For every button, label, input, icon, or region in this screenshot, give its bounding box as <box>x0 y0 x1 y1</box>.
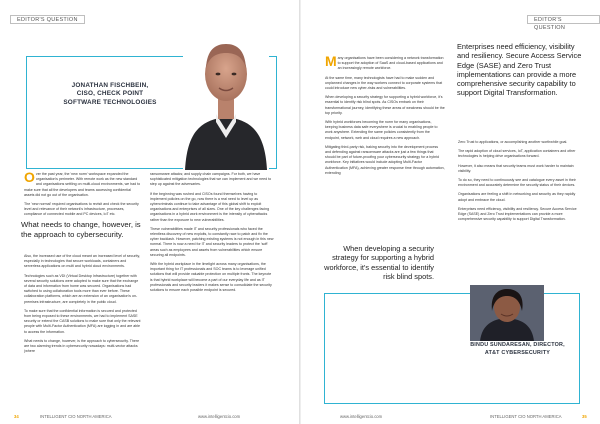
paragraph: What needs to change, however, is the approach to cybersecurity. There are two alarming trends in cybersecurity nowadays: multi-vector attacks (where <box>24 338 140 354</box>
drop-cap: O <box>24 169 35 185</box>
article-column-2 <box>458 140 582 226</box>
paragraph: Zero Trust to applications, or accomplishing another worthwhile goal. <box>458 140 568 144</box>
article-column-1 <box>24 169 142 222</box>
paragraph: Enterprises need efficiency, visibility and resiliency. Secure Access Service Edge (SASE) and Zero Trust implementations can provide a more comprehensive security capability to support Digital Transformation. <box>458 206 577 222</box>
pull-quote: When developing a security strategy for supporting a hybrid workforce, it's essential to identify risk blind spots. <box>320 242 438 285</box>
paragraph: The rapid adoption of cloud services, IoT, application containers and other technologies is helping drive organisations forward. <box>458 149 576 159</box>
article-column-1-continued <box>24 254 142 358</box>
website-url: www.intelligentcio.com <box>198 414 241 419</box>
paragraph: The 'new normal' required organisations to revisit and check the security level and relevance of their network's infrastructure, processes, compliance of connected mobile and PC devices, IoT etc. <box>24 202 139 217</box>
footer <box>0 406 600 424</box>
byline-name: BINDU SUNDARESAN, DIRECTOR, <box>470 342 565 348</box>
paragraph: Also, the increased use of the cloud meant an increased level of security, especially in technologies that secure workloads, containers and serverless applications on multi and hybrid cloud environments. <box>24 254 140 269</box>
paragraph: Many organisations have been considering a network transformation to support the adoption of SaaS and cloud-based applications and an increasingly remote workforce. <box>325 53 444 71</box>
page-number: 35 <box>582 414 587 419</box>
paragraph: However, it also means that security teams must work harder to maintain visibility. <box>458 163 574 173</box>
website-url: www.intelligentcio.com <box>340 414 383 419</box>
paragraph: Organisations are feeling a shift in networking and security as they rapidly adopt and embrace the cloud. <box>458 192 576 202</box>
byline-name: JONATHAN FISCHBEIN, <box>71 82 149 89</box>
paragraph: To make sure that the confidential information is secured and protected from being exposed to these environments, we had to implement SASE security or extend the CASB solutions to make sure that only the relevant people with Multi-Factor Authentication (MFA) are logging in and are able to access the information. <box>24 308 141 334</box>
paragraph: With the hybrid workplace in the limelight across many organisations, the important thing for IT professionals and SOC teams is to leverage unified solutions that will provide valuable protection on multiple fronts. The keynote is that hybrid workplace will become a part of our everyday life and as IT professionals and security leaders it makes sense to consolidate the security solutions to ensure each possible endpoint is secured. <box>150 262 272 293</box>
page-number: 34 <box>14 414 19 419</box>
byline <box>55 82 165 107</box>
paragraph: Technologies such as VDI (Virtual Desktop Infrastructure) together with several security solutions were adopted to make sure that the exchange of data and information from home was secured. Organisations had switched to using collaboration tools more than ever before. These collaboration platforms, which are an extension of an organisation's on-premises infrastructure, are completely in the public cloud. <box>24 273 139 304</box>
paragraph: Mitigating third-party risk, baking security into the development process and defending against ransomware attacks are just a few things that should be part of future-proofing your cybersecurity strategy for a hybrid workforce. Key initiatives would include adopting Multi-Factor Authentication (MFA), achieving greater response time through automation, extending <box>325 144 445 175</box>
magazine-name: INTELLIGENT CIO NORTH AMERICA <box>40 414 112 419</box>
paragraph: If the beginning was rushed and CISOs found themselves having to implement policies on the go, now there is a real need to level up as cybercriminals continue to take advantage of this global shift to exploit organisations and enterprises of all sizes. One of the key challenges facing organisations in a hybrid work environment is the intensity of cyberattacks rather than the exposure to new vulnerabilities. <box>150 191 270 222</box>
article-column-1 <box>325 53 445 180</box>
paragraph: Over the past year, the 'new norm' workspace expanded the organisation's perimeter. With remote work as the new standard and organisations settling on multi-cloud environments, we had to make sure that all the developers and teams accessing confidential assets did not go out of the organisation. <box>24 169 141 197</box>
pull-quote: What needs to change, however, is the approach to cybersecurity. <box>21 220 141 239</box>
author-photo <box>183 22 269 170</box>
paragraph: When developing a security strategy for supporting a hybrid workforce, it's essential to identify risk blind spots. As CISOs embark on their transformational journey, identifying these areas of weakness should be the top priority. <box>325 95 445 115</box>
byline-company: SOFTWARE TECHNOLOGIES <box>63 98 157 106</box>
paragraph: With hybrid workforces becoming the norm for many organisations, keeping business data safe everywhere is crucial to enabling people to work anywhere. Extending the same policies consistently from the endpoint, network, web and cloud requires a new approach. <box>325 120 438 140</box>
drop-cap: M <box>325 53 337 69</box>
paragraph: At the same time, many technologists have had to make sudden and unplanned changes in the way workers connect to corporate systems that could introduce new cyber-risks and vulnerabilities. <box>325 75 443 91</box>
byline-title: CISO, CHECK POINT <box>76 90 144 98</box>
section-tag: EDITOR'S QUESTION <box>10 15 85 24</box>
page-gutter <box>299 0 301 424</box>
byline-company: AT&T CYBERSECURITY <box>484 349 551 356</box>
paragraph: To do so, they need to continuously see and catalogue every asset in their environment and accurately determine the security status of their devices. <box>458 178 576 188</box>
paragraph: ransomware attacks; and supply chain campaigns. For both, we have sophisticated mitigation technologies that we can implement and we need to step up against the adversaries. <box>150 172 272 187</box>
byline <box>460 342 575 358</box>
section-tag: EDITOR'S QUESTION <box>527 15 600 24</box>
pull-quote: Enterprises need efficiency, visibility and resiliency. Secure Access Service Edge (SASE) and Zero Trust implementations can provide a more comprehensive security capability to support Digital Transformation. <box>457 42 582 98</box>
magazine-name: INTELLIGENT CIO NORTH AMERICA <box>490 414 562 419</box>
article-column-2 <box>150 172 274 297</box>
paragraph: These vulnerabilities made IT and security professionals who faced the relentless discovery of new exploits, to constantly race to patch and fix the cyber backlash. However, patching existing systems is not enough in this new normal. There is now a need for IT and security leaders to protect the 'soft' areas such as employees and assets from vulnerabilities which ensure securing all endpoints. <box>150 226 274 257</box>
author-photo <box>470 285 544 341</box>
